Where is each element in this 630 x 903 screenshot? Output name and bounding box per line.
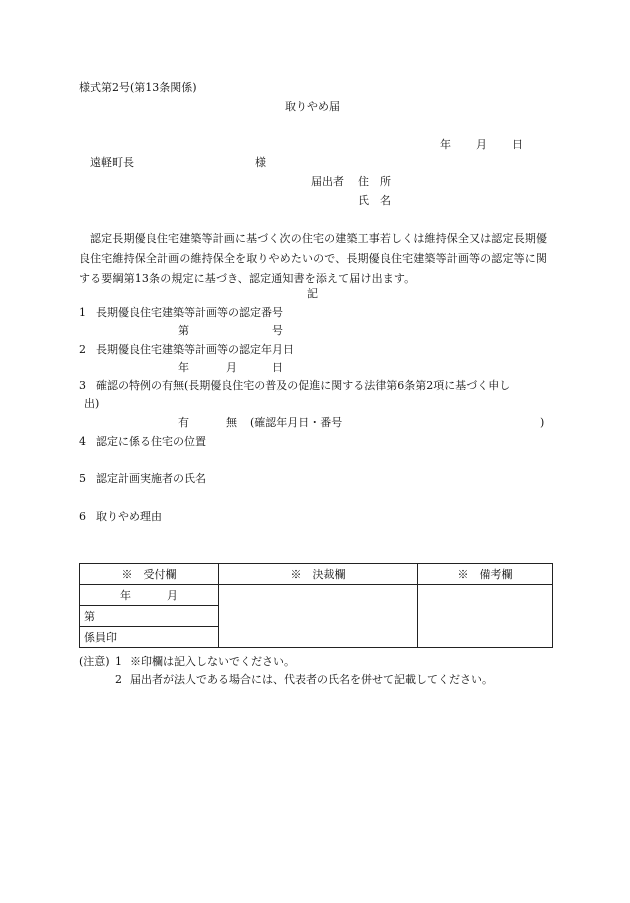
note-1-text: ※印欄は記入しないでください。 <box>130 655 295 668</box>
item-4-number: 4 <box>79 435 86 448</box>
item-6-number: 6 <box>79 510 86 523</box>
item-5-number: 5 <box>79 472 86 485</box>
item-2-month: 月 <box>226 361 237 374</box>
item-3-label-line2: 出) <box>84 397 100 410</box>
addressee-name: 遠軽町長 <box>90 156 134 169</box>
applicant-name-label: 氏 名 <box>358 194 391 207</box>
reception-date-cell <box>80 585 219 606</box>
item-1-go: 号 <box>272 324 283 337</box>
reception-header: ※ 受付欄 <box>80 564 219 585</box>
note-2-number: 2 <box>115 673 122 686</box>
item-3-number: 3 <box>79 379 86 392</box>
date-month: 月 <box>476 138 487 151</box>
date-year: 年 <box>440 138 451 151</box>
reception-date-month: 月 <box>167 588 178 602</box>
addressee-honorific: 様 <box>255 156 266 169</box>
item-2-label: 長期優良住宅建築等計画等の認定年月日 <box>96 343 294 356</box>
item-1-label: 長期優良住宅建築等計画等の認定番号 <box>96 306 283 319</box>
item-3-yes: 有 <box>178 416 189 429</box>
form-number: 様式第2号(第13条関係) <box>79 81 197 94</box>
staff-seal-cell: 係員印 <box>80 627 219 648</box>
applicant-address-label: 住 所 <box>358 175 391 188</box>
item-3-no: 無 <box>226 416 237 429</box>
item-3-close-paren: ) <box>540 416 545 429</box>
note-2-text: 届出者が法人である場合には、代表者の氏名を併せて記載してください。 <box>130 673 493 686</box>
item-2-year: 年 <box>178 361 189 374</box>
notes-prefix: (注意) <box>79 655 110 668</box>
approval-cell <box>219 585 418 648</box>
form-title: 取りやめ届 <box>285 100 340 113</box>
item-1-number: 1 <box>79 306 86 319</box>
item-5-label: 認定計画実施者の氏名 <box>96 472 206 485</box>
applicant-label: 届出者 <box>311 175 344 188</box>
item-3-label-line1: 確認の特例の有無(長期優良住宅の普及の促進に関する法律第6条第2項に基づく申し <box>96 379 511 392</box>
office-use-table <box>79 563 553 648</box>
item-2-number: 2 <box>79 343 86 356</box>
item-1-dai: 第 <box>178 324 189 337</box>
table-header-row <box>80 564 553 585</box>
reception-number-cell: 第 <box>80 606 219 627</box>
reception-date-year: 年 <box>120 588 131 602</box>
body-paragraph: 認定長期優良住宅建築等計画に基づく次の住宅の建築工事若しくは維持保全又は認定長期優良住宅維持保全計画の維持保全を取りやめたいので、長期優良住宅建築等計画等の認定等に関する要綱第13条の規定に基づき、認定通知書を添えて届け出ます。 <box>79 232 548 285</box>
note-1-number: 1 <box>115 655 122 668</box>
approval-header: ※ 決裁欄 <box>219 564 418 585</box>
table-row <box>80 585 553 606</box>
remarks-header: ※ 備考欄 <box>418 564 553 585</box>
ki-label: 記 <box>307 287 318 300</box>
remarks-cell <box>418 585 553 648</box>
date-day: 日 <box>512 138 523 151</box>
item-2-day: 日 <box>272 361 283 374</box>
item-4-label: 認定に係る住宅の位置 <box>96 435 206 448</box>
item-3-detail: (確認年月日・番号 <box>250 416 343 429</box>
item-6-label: 取りやめ理由 <box>96 510 162 523</box>
